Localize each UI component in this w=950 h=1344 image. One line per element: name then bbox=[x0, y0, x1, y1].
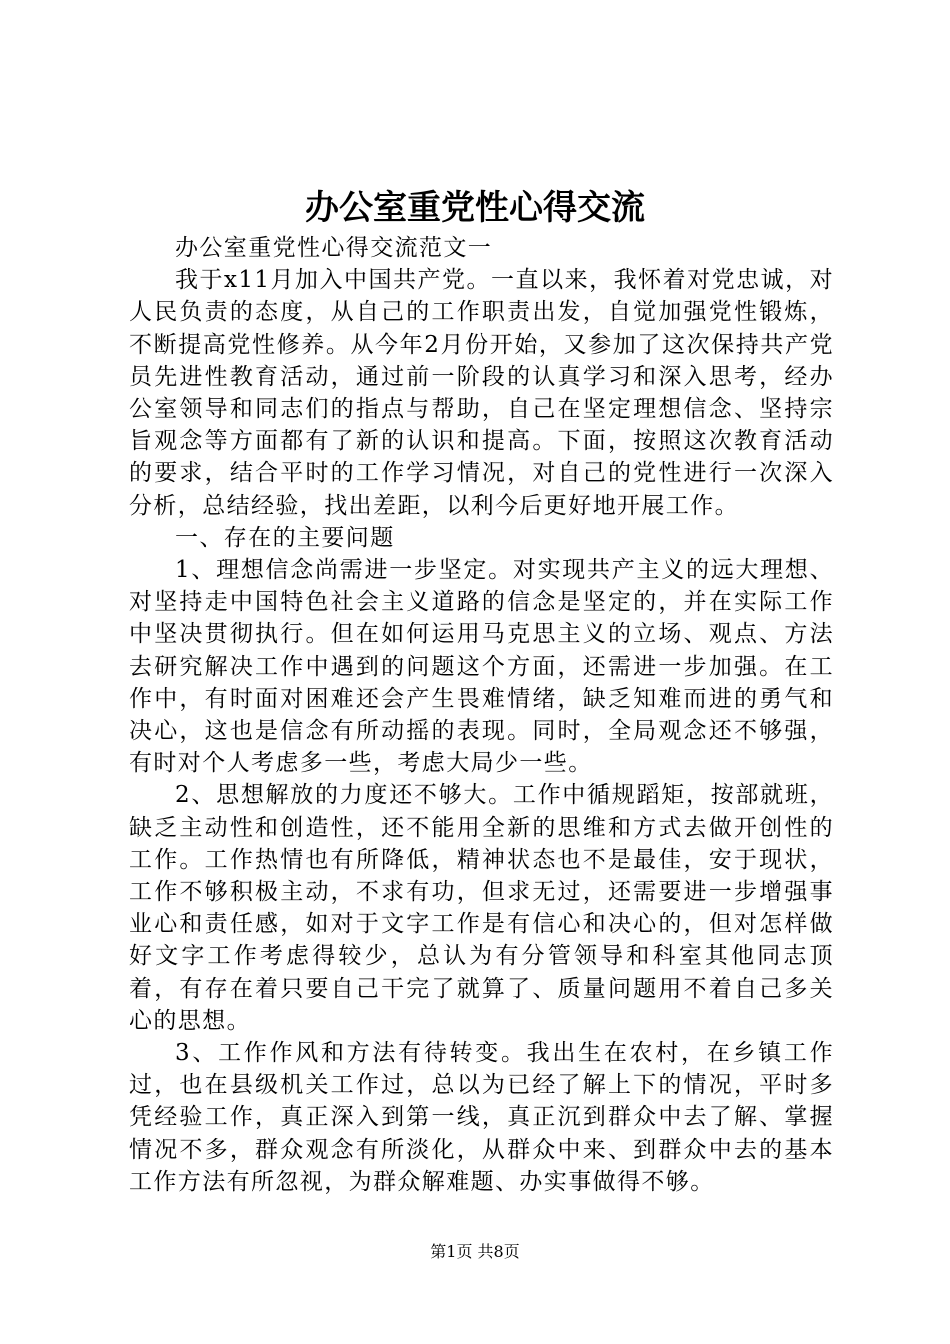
paragraph-intro: 我于x11月加入中国共产党。一直以来，我怀着对党忠诚，对人民负责的态度，从自己的工作职责出发，自觉加强党性锻炼，不断提高党性修养。从今年2月份开始，又参加了这次保持共产党员先进性教育活动，通过前一阶段的认真学习和深入思考，经办公室领导和同志们的指点与帮助，自己在坚定理想信念、坚持宗旨观念等方面都有了新的认识和提高。下面，按照这次教育活动的要求，结合平时的工作学习情况，对自己的党性进行一次深入分析，总结经验，找出差距，以利今后更好地开展工作。 bbox=[129, 267, 834, 519]
paragraph-item-2: 2、思想解放的力度还不够大。工作中循规蹈矩，按部就班，缺乏主动性和创造性，还不能用全新的思维和方式去做开创性的工作。工作热情也有所降低，精神状态也不是最佳，安于现状，工作不够积极主动，不求有功，但求无过，还需要进一步增强事业心和责任感，如对于文字工作是有信心和决心的，但对怎样做好文字工作考虑得较少，总认为有分管领导和科室其他同志顶着，有存在着只要自己干完了就算了、质量问题用不着自己多关心的思想。 bbox=[129, 782, 834, 1034]
page-footer: 第1页 共8页 bbox=[430, 1242, 520, 1261]
document-title: 办公室重党性心得交流 bbox=[305, 188, 645, 228]
section-heading: 一、存在的主要问题 bbox=[175, 524, 395, 551]
paragraph-heading: 办公室重党性心得交流范文一 bbox=[175, 235, 493, 261]
paragraph-item-3: 3、工作作风和方法有待转变。我出生在农村，在乡镇工作过，也在县级机关工作过，总以为已经了解上下的情况，平时多凭经验工作，真正深入到第一线，真正沉到群众中去了解、掌握情况不多，群众观念有所淡化，从群众中来、到群众中去的基本工作方法有所忽视，为群众解难题、办实事做得不够。 bbox=[129, 1040, 834, 1195]
paragraph-item-1: 1、理想信念尚需进一步坚定。对实现共产主义的远大理想、对坚持走中国特色社会主义道路的信念是坚定的，并在实际工作中坚决贯彻执行。但在如何运用马克思主义的立场、观点、方法去研究解决工作中遇到的问题这个方面，还需进一步加强。在工作中，有时面对困难还会产生畏难情绪，缺乏知难而进的勇气和决心，这也是信念有所动摇的表现。同时，全局观念还不够强，有时对个人考虑多一些，考虑大局少一些。 bbox=[129, 557, 834, 777]
document-body bbox=[129, 232, 834, 1198]
